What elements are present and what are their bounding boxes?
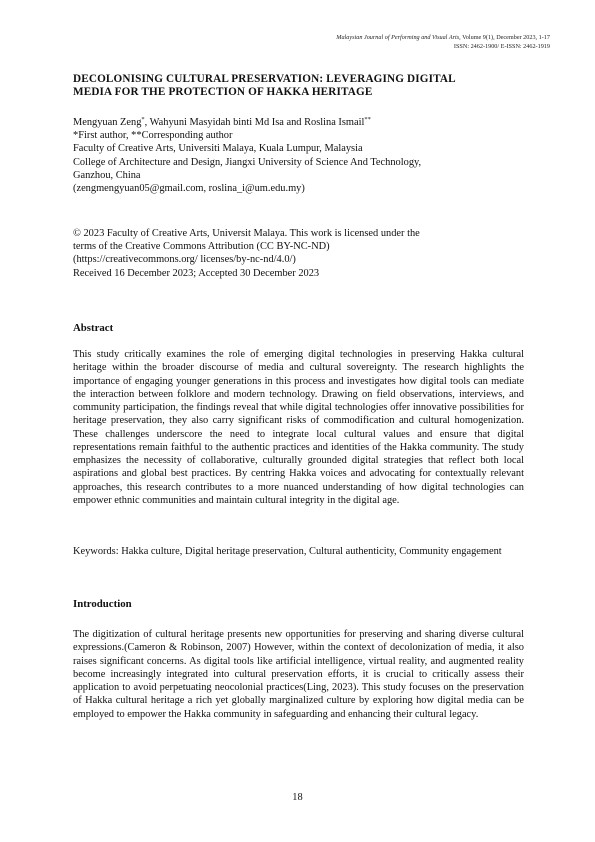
issn-line: ISSN: 2462-1900/ E-ISSN: 2462-1919 (453, 42, 550, 50)
abstract-text: This study critically examines the role of emerging digital technologies in preserving Hakka cultural heritage within the broader discourse of media and cultural sovereignty. The research highlights the importance of engaging younger generations in this process and investigates how digital tools can mediate the interaction between folklore and modern technology. Drawing on field observations, interviews, and community participation, the findings reveal that while digital technologies offer innovative possibilities for heritage preservation, they also carry significant risks of commodification and cultural homogenization. These challenges underscore the need to integrate local cultural values and ensure that digital representations remain faithful to the authentic practices and identities of the Hakka community. The study emphasizes the necessity of collaborative, culturally grounded digital strategies that reflect both local aspirations and global best practices. By centring Hakka voices and advocating for contextually relevant approaches, this research contributes to a more nuanced understanding of how digital technologies can empower ethnic communities and maintain cultural integrity in the digital age. (73, 349, 524, 506)
license-url: (https://creativecommons.org/ licenses/by-nc-nd/4.0/) (73, 254, 296, 266)
affiliation-2-line-2: Ganzhou, China (73, 169, 141, 181)
title-line-1: DECOLONISING CULTURAL PRESERVATION: LEVERAGING DIGITAL (73, 73, 456, 85)
author-1-mark: * (141, 116, 145, 123)
affiliation-2-line-1: College of Architecture and Design, Jiangxi University of Science And Technology, (73, 156, 422, 168)
introduction-text: The digitization of cultural heritage presents new opportunities for preserving and sharing diverse cultural expressions.(Cameron & Robinson, 2007) However, within the context of decolonization of media, it also raises significant concerns. As digital tools like artificial intelligence, virtual reality, and augmented reality become increasingly integrated into cultural preservation efforts, it is crucial to critically assess their application to avoid perpetuating neocolonial practices(Ling, 2023). This study focuses on the preservation of Hakka cultural heritage a rich yet globally marginalized culture by exploring how digital media can be employed to empower the Hakka community in safeguarding and enhancing their cultural legacy. (73, 629, 524, 720)
introduction-heading: Introduction (73, 598, 132, 610)
journal-name: Malaysian Journal of Performing and Visual Arts (336, 34, 460, 41)
article-title (73, 73, 523, 100)
license-block (73, 227, 533, 280)
title-line-2: MEDIA FOR THE PROTECTION OF HAKKA HERITAGE (73, 86, 373, 99)
author-2: Wahyuni Masyidah binti Md Isa and Roslina Ismail (149, 117, 365, 128)
running-head (336, 34, 550, 51)
received-accepted-dates: Received 16 December 2023; Accepted 30 December 2023 (73, 267, 320, 279)
author-separator: , (144, 117, 150, 128)
license-line-2: terms of the Creative Commons Attribution (CC BY-NC-ND) (73, 241, 330, 253)
page-number: 18 (292, 792, 303, 803)
author-1: Mengyuan Zeng (73, 117, 142, 128)
license-line-1: © 2023 Faculty of Creative Arts, Universit Malaya. This work is licensed under the (73, 228, 420, 239)
author-names (73, 116, 533, 129)
abstract-heading: Abstract (73, 322, 114, 334)
author-roles: *First author, **Corresponding author (73, 130, 233, 142)
author-emails: (zengmengyuan05@gmail.com, roslina_i@um.edu.my) (73, 183, 305, 195)
volume-info: , Volume 9(1), December 2023, 1-17 (459, 34, 550, 41)
author-block (73, 116, 533, 195)
keywords: Keywords: Hakka culture, Digital heritage preservation, Cultural authenticity, Community engagement (73, 546, 502, 557)
author-2-mark: ** (364, 116, 371, 123)
affiliation-1: Faculty of Creative Arts, Universiti Malaya, Kuala Lumpur, Malaysia (73, 143, 363, 155)
journal-citation (336, 34, 550, 43)
